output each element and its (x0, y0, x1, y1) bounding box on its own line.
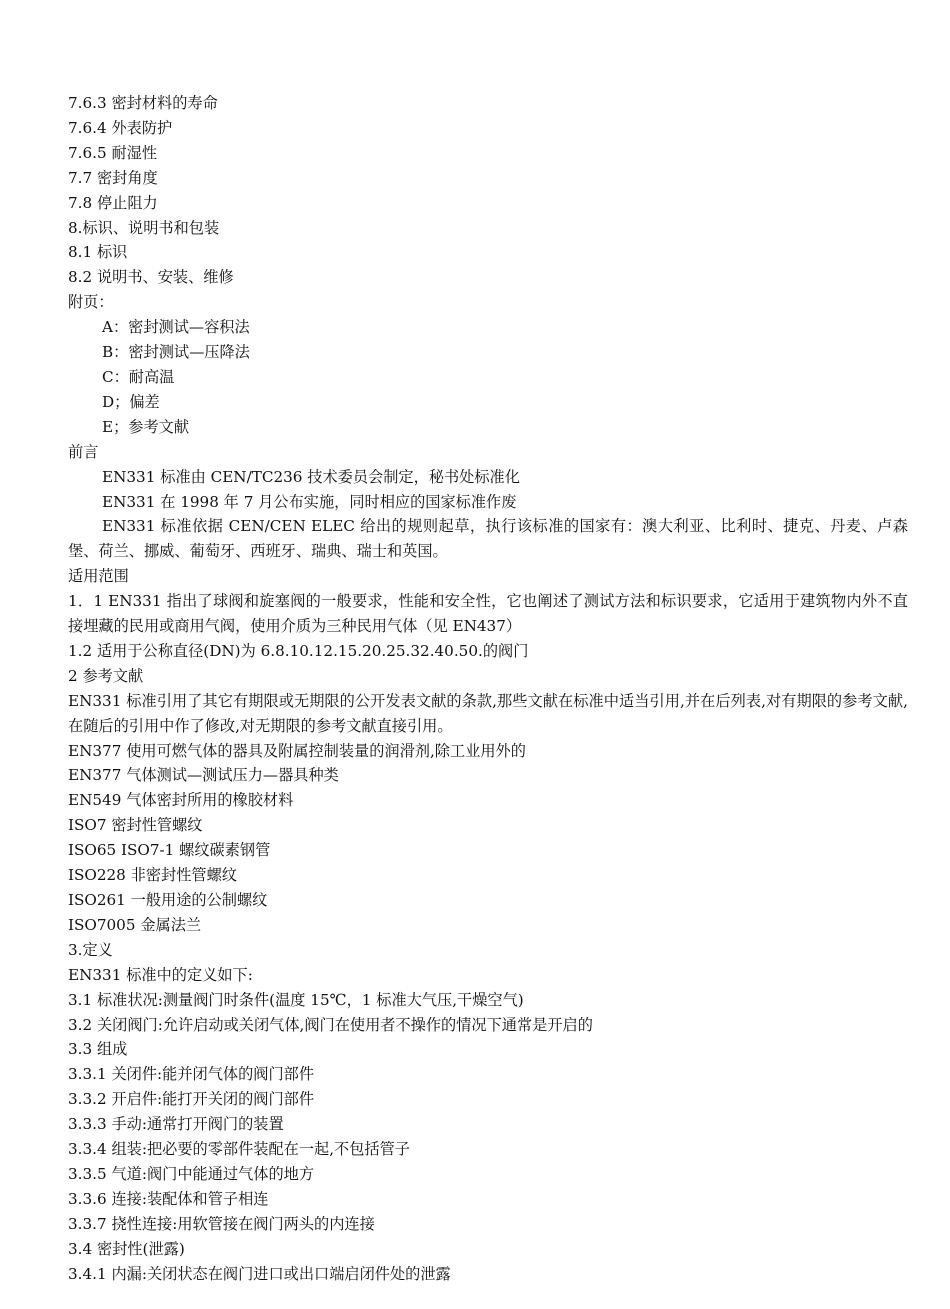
annex-item: E；参考文献 (102, 417, 190, 436)
preface-paragraph: EN331 标准由 CEN/TC236 技术委员会制定，秘书处标准化 (102, 467, 520, 486)
definition-item: 3.2 关闭阀门:允许启动或关闭气体,阀门在使用者不操作的情况下通常是开启的 (68, 1015, 593, 1034)
toc-line: 7.8 停止阻力 (68, 193, 158, 212)
definitions-heading: 3.定义 (68, 940, 113, 959)
reference-item: ISO7005 金属法兰 (68, 915, 202, 934)
scope-paragraph: 1．1 EN331 指出了球阀和旋塞阀的一般要求，性能和安全性，它也阐述了测试方法和标识要求，它适用于建筑物内外不直接埋藏的民用或商用气阀，使用介质为三种民用气体（见 EN437） (68, 592, 908, 636)
preface-heading: 前言 (68, 442, 99, 461)
scope-heading: 适用范围 (68, 567, 129, 586)
reference-item: EN377 气体测试—测试压力—器具种类 (68, 766, 339, 785)
definition-item: 3.3 组成 (68, 1040, 128, 1059)
references-heading: 2 参考文献 (68, 666, 144, 685)
document-page (68, 91, 908, 1287)
definition-item: 3.3.4 组装:把必要的零部件装配在一起,不包括管子 (68, 1140, 410, 1159)
reference-item: ISO261 一般用途的公制螺纹 (68, 891, 268, 909)
definition-item: 3.3.5 气道:阀门中能通过气体的地方 (68, 1164, 315, 1183)
annex-item: D；偏差 (102, 392, 160, 411)
definition-item: 3.3.1 关闭件:能并闭气体的阀门部件 (68, 1065, 315, 1084)
reference-item: ISO228 非密封性管螺纹 (68, 866, 237, 885)
definition-item: 3.1 标准状况:测量阀门时条件(温度 15℃，1 标准大气压,干燥空气) (68, 990, 524, 1009)
annex-heading: 附页： (68, 293, 114, 312)
preface-section (68, 440, 908, 565)
reference-item: ISO7 密封性管螺纹 (68, 816, 203, 835)
definition-item: EN331 标准中的定义如下: (68, 965, 253, 984)
toc-line: 7.6.3 密封材料的寿命 (68, 94, 218, 112)
definition-item: 3.3.6 连接:装配体和管子相连 (68, 1189, 269, 1208)
toc-line: 7.6.5 耐湿性 (68, 143, 158, 162)
preface-paragraph: EN331 在 1998 年 7 月公布实施，同时相应的国家标准作废 (102, 492, 517, 511)
toc-line: 7.7 密封角度 (68, 168, 158, 187)
toc-section (68, 91, 908, 290)
toc-line: 8.标识、说明书和包装 (68, 218, 220, 237)
reference-item: EN549 气体密封所用的橡胶材料 (68, 791, 294, 810)
annex-section (68, 290, 908, 439)
toc-line: 8.1 标识 (68, 243, 128, 262)
references-paragraph: EN331 标准引用了其它有期限或无期限的公开发表文献的条款,那些文献在标准中适当引用,并在后列表,对有期限的参考文献,在随后的引用中作了修改,对无期限的参考文献直接引用。 (68, 691, 908, 735)
annex-item: C：耐高温 (102, 367, 175, 386)
reference-item: ISO65 ISO7-1 螺纹碳素钢管 (68, 841, 271, 860)
reference-item: EN377 使用可燃气体的器具及附属控制装量的润滑剂,除工业用外的 (68, 741, 526, 760)
toc-line: 8.2 说明书、安装、维修 (68, 268, 234, 287)
definition-item: 3.3.3 手动:通常打开阀门的装置 (68, 1115, 284, 1134)
toc-line: 7.6.4 外表防护 (68, 118, 173, 137)
scope-paragraph: 1.2 适用于公称直径(DN)为 6.8.10.12.15.20.25.32.40.50.的阀门 (68, 641, 529, 660)
references-section (68, 664, 908, 938)
definition-item: 3.4.1 内漏:关闭状态在阀门进口或出口端启闭件处的泄露 (68, 1264, 451, 1283)
scope-section (68, 564, 908, 664)
annex-item: A：密封测试—容积法 (102, 318, 250, 337)
definition-item: 3.3.2 开启件:能打开关闭的阀门部件 (68, 1090, 315, 1109)
preface-paragraph: EN331 标准依据 CEN/CEN ELEC 给出的规则起草，执行该标准的国家有：澳大利亚、比利时、捷克、丹麦、卢森堡、荷兰、挪威、葡萄牙、西班牙、瑞典、瑞士和英国。 (68, 517, 908, 561)
definition-item: 3.4 密封性(泄露) (68, 1239, 185, 1258)
definition-item: 3.3.7 挠性连接:用软管接在阀门两头的内连接 (68, 1214, 375, 1233)
definitions-section (68, 938, 908, 1287)
annex-item: B：密封测试—压降法 (102, 343, 250, 362)
